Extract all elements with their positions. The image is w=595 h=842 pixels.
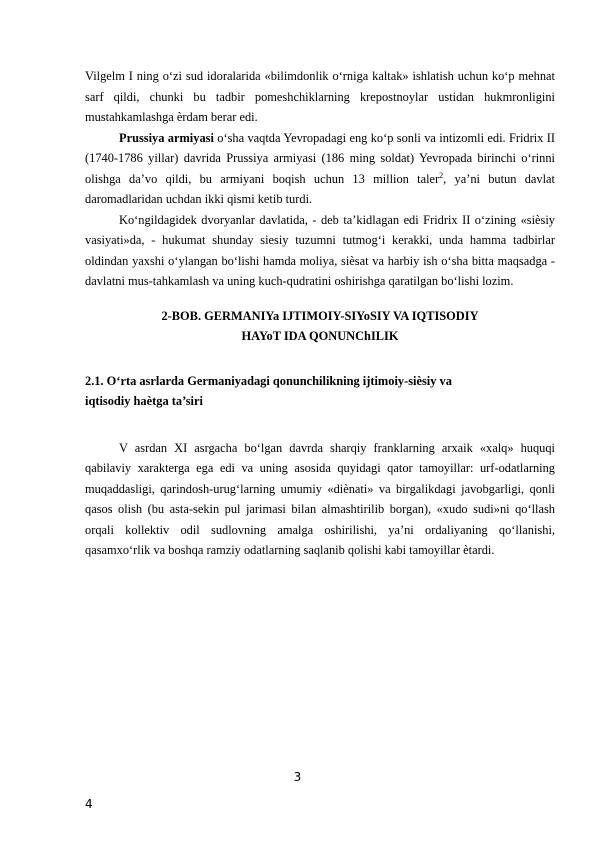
chapter-title-line-2: HAYoT IDA QONUNChILIK <box>241 329 399 343</box>
paragraph-vilgelm: Vilgelm I ning o‘zi sud idoralarida «bilimdonlik o‘rniga kaltak» ishlatish uchun ko‘p mehnat sarf qildi, chunki bu tadbir pomeshchiklarning krepostnoylar ustidan hukmronligini mustahkamlashga ѐrdam berar edi. <box>85 69 555 124</box>
page-number: 3 <box>293 770 302 784</box>
section-title-line-1: 2.1. O‘rta asrlarda Germaniyadagi qonunchilikning ijtimoiy-siѐsiy va <box>85 373 452 388</box>
footnote-number: 4 <box>85 797 93 811</box>
footnote-marker: 2 <box>439 170 444 180</box>
chapter-title-line-1: 2-BOB. GERMANIYa IJTIMOIY-SIYoSIY VA IQTISODIY <box>161 308 479 323</box>
paragraph-fridrix-quote: Ko‘ngildagidek dvoryanlar davlatida, - deb ta’kidlagan edi Fridrix II o‘zining «siѐsiy vasiyati»da, - hukumat shunday siesiy tuzumni tutmog‘i kerakki, unda hamma tadbirlar oldindan yaxshi o‘ylangan bo‘lishi hamda moliya, siѐsat va harbiy ish o‘sha bitta maqsadga - davlatni mus-tahkamlash va uning kuch-qudratini oshirishga qaratilgan bo‘lishi lozim. <box>85 212 555 288</box>
section-title-line-2: iqtisodiy haѐtga ta’siri <box>85 394 203 408</box>
bold-term-prussian-army: Prussiya armiyasi <box>119 130 214 145</box>
paragraph-text: o‘sha vaqtda Yevropadagi eng ko‘p sonli va intizomli edi. Fridrix II (1740-1786 yillar) davrida Prussiya armiyasi (186 ming soldat) Yevropada birinchi o‘rinni olishga da’vo qildi, bu armiyani boqish uchun 13 million taler <box>85 130 555 186</box>
paragraph-text: , ya’ni butun davlat daromadlaridan uchdan ikki qismi ketib turdi. <box>85 171 556 206</box>
paragraph-prussian-army <box>85 128 555 210</box>
document-body <box>85 66 555 561</box>
paragraph-frankish-law: V asrdan XI asrgacha bo‘lgan davrda sharqiy franklarning arxaik «xalq» huquqi qabilaviy xarakterga ega edi va uning asosida quyidagi qator tamoyillar: urf-odatlarning muqaddasligi, qarindosh-urug‘larning umumiy «diѐnati» va birgalikdagi javobgarligi, qonli qasos olish (bu asta-sekin pul jarimasi bilan almashtirilib borgan), «xudo sudi»ni qo‘llash orqali kollektiv odil sudlovning amalga oshirilishi, ya’ni ordaliyaning qo‘llanishi, qasamxo‘rlik va boshqa ramziy odatlarning saqlanib qolishi kabi tamoyillar ѐtardi. <box>85 440 555 557</box>
